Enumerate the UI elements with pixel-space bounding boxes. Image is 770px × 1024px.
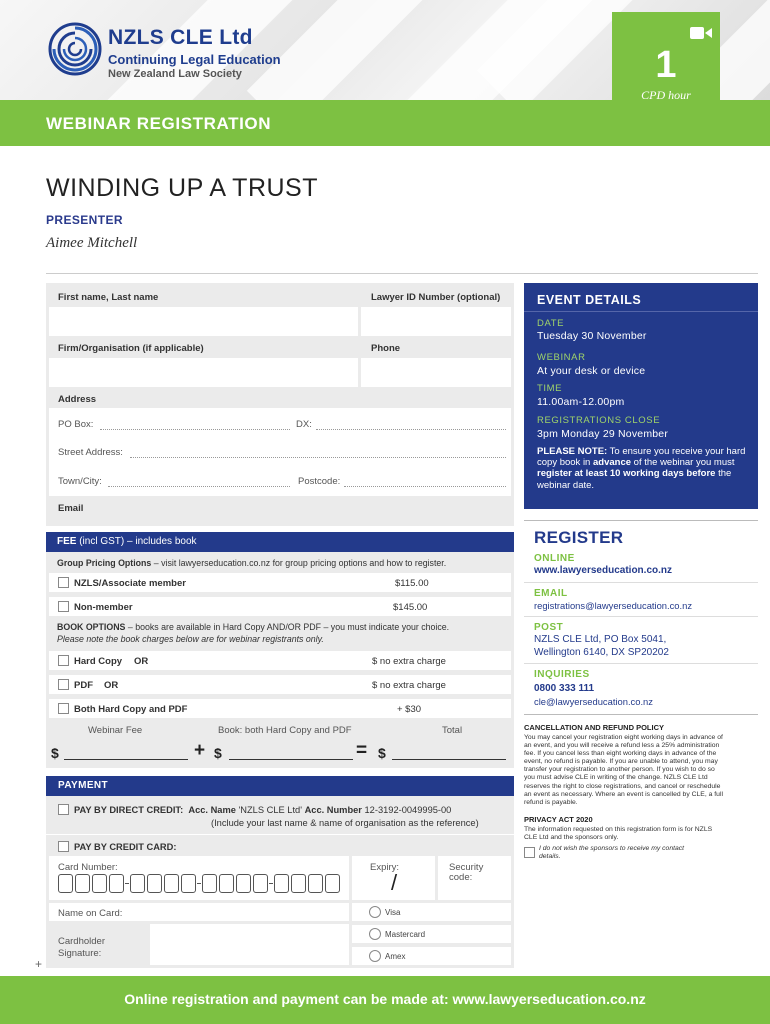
direct-credit-checkbox[interactable] (58, 804, 69, 815)
sponsor-optout-checkbox[interactable] (524, 847, 535, 858)
name-label: First name, Last name (58, 292, 159, 303)
register-post-line1: NZLS CLE Ltd, PO Box 5041, (534, 634, 667, 645)
postcode-line (344, 486, 506, 487)
name-field[interactable] (49, 307, 358, 336)
total-line[interactable] (392, 759, 506, 760)
register-divider (524, 663, 758, 664)
event-webinar-key: WEBINAR (537, 352, 586, 363)
register-online-link[interactable]: www.lawyerseducation.co.nz (534, 565, 672, 576)
card-number-label: Card Number: (58, 862, 118, 873)
event-time-value: 11.00am-12.00pm (537, 396, 625, 408)
signature-box[interactable] (150, 924, 349, 965)
both-checkbox[interactable] (58, 703, 69, 714)
band-title: WEBINAR REGISTRATION (46, 114, 272, 133)
logo-text (108, 26, 281, 80)
event-close-key: REGISTRATIONS CLOSE (537, 415, 661, 426)
nzls-logo-icon (48, 22, 102, 76)
card-digit-box[interactable] (109, 874, 124, 893)
register-email-link[interactable]: registrations@lawyerseducation.co.nz (534, 600, 693, 611)
video-camera-icon (690, 26, 712, 40)
credit-card-checkbox[interactable] (58, 841, 69, 852)
postcode-label: Postcode: (298, 476, 341, 487)
hardcopy-label: Hard Copy (74, 656, 123, 667)
cancel-policy-title: CANCELLATION AND REFUND POLICY (524, 723, 664, 732)
security-label-1: Security (449, 862, 484, 873)
presenter-label: PRESENTER (46, 213, 123, 227)
po-box-label: PO Box: (58, 419, 94, 430)
event-divider (524, 311, 758, 312)
pdf-price: $ no extra charge (372, 680, 446, 691)
footer-text: Online registration and payment can be made at: www.lawyerseducation.co.nz (124, 991, 646, 1007)
nonmember-label: Non-member (74, 602, 133, 613)
card-number-digits[interactable] (58, 874, 348, 894)
hardcopy-checkbox[interactable] (58, 655, 69, 666)
both-label: Both Hard Copy and PDF (74, 704, 188, 715)
mastercard-radio[interactable] (369, 928, 381, 940)
member-label: NZLS/Associate member (74, 578, 186, 589)
card-digit-box[interactable] (253, 874, 268, 893)
event-date-value: Tuesday 30 November (537, 330, 647, 342)
card-digit-box[interactable] (130, 874, 145, 893)
register-divider-bottom (524, 714, 758, 715)
book-fee-line[interactable] (229, 759, 353, 760)
equals-sign: = (356, 740, 368, 761)
fee-header-text: FEE (incl GST) – includes book (57, 536, 197, 547)
card-digit-box[interactable] (164, 874, 179, 893)
register-inquiries-key: INQUIRIES (534, 669, 590, 680)
privacy-text: The information requested on this registration form is for NZLS CLE Ltd and the sponsors only. (524, 826, 713, 842)
card-digit-box[interactable] (236, 874, 251, 893)
credit-card-label: PAY BY CREDIT CARD: (74, 842, 177, 852)
privacy-title: PRIVACY ACT 2020 (524, 815, 593, 824)
plus-sign: + (194, 740, 206, 761)
nonmember-price: $145.00 (393, 602, 428, 613)
cpd-label: CPD hour (641, 88, 691, 102)
event-date-key: DATE (537, 318, 565, 329)
register-phone[interactable]: 0800 333 111 (534, 683, 595, 694)
card-digit-box[interactable] (308, 874, 323, 893)
register-post-line2: Wellington 6140, DX SP20202 (534, 647, 669, 658)
payment-divider (46, 834, 514, 835)
register-email-key: EMAIL (534, 588, 568, 599)
lawyer-id-field[interactable] (361, 307, 511, 336)
firm-field[interactable] (49, 358, 358, 387)
register-inquiries-email[interactable]: cle@lawyerseducation.co.nz (534, 696, 653, 707)
event-close-value: 3pm Monday 29 November (537, 428, 669, 440)
book-dollar: $ (214, 745, 222, 761)
cpd-number: 1 (655, 44, 677, 86)
visa-radio[interactable] (369, 906, 381, 918)
register-divider (524, 582, 758, 583)
mastercard-label: Mastercard (385, 930, 426, 939)
pdf-checkbox[interactable] (58, 679, 69, 690)
member-checkbox[interactable] (58, 577, 69, 588)
card-digit-box[interactable] (274, 874, 289, 893)
register-post-key: POST (534, 622, 564, 633)
amex-label: Amex (385, 952, 406, 961)
register-online-key: ONLINE (534, 553, 575, 564)
card-digit-box[interactable] (202, 874, 217, 893)
webinar-fee-line[interactable] (64, 759, 188, 760)
crop-mark-icon: + (35, 957, 43, 971)
card-digit-box[interactable] (75, 874, 90, 893)
col-total: Total (442, 725, 463, 736)
name-on-card-label: Name on Card: (58, 908, 123, 919)
expiry-slash: / (391, 870, 398, 895)
cardholder-label-2: Signature: (58, 948, 102, 959)
email-label: Email (58, 503, 84, 514)
hardcopy-price: $ no extra charge (372, 656, 446, 667)
presenter-name: Aimee Mitchell (46, 235, 138, 251)
org-subtitle: Continuing Legal Education (108, 52, 281, 67)
visa-label: Visa (385, 908, 401, 917)
amex-radio[interactable] (369, 950, 381, 962)
card-digit-box[interactable] (181, 874, 196, 893)
group-pricing: Group Pricing Options – visit lawyerseducation.co.nz for group pricing options and how to register. (57, 558, 447, 568)
town-line (108, 486, 290, 487)
sponsor-optout-label: I do not wish the sponsors to receive my contact details. (539, 845, 685, 861)
register-title: REGISTER (534, 528, 624, 547)
address-label: Address (58, 394, 97, 405)
reference-note: (Include your last name & name of organisation as the reference) (211, 818, 479, 828)
expiry-label: Expiry: (370, 862, 400, 873)
register-divider-top (524, 520, 758, 521)
card-digit-box[interactable] (92, 874, 107, 893)
org-name: NZLS CLE Ltd (108, 26, 253, 49)
security-label-2: code: (449, 872, 473, 883)
payment-header (46, 776, 514, 796)
card-digit-box[interactable] (219, 874, 234, 893)
org-parent: New Zealand Law Society (108, 68, 242, 80)
event-time-key: TIME (537, 383, 563, 394)
event-details-title: EVENT DETAILS (537, 293, 642, 307)
pdf-or: OR (104, 680, 119, 691)
card-group-separator (269, 883, 273, 884)
phone-field[interactable] (361, 358, 511, 387)
member-price: $115.00 (395, 578, 429, 589)
col-webinar-fee: Webinar Fee (88, 725, 143, 736)
payment-header-text: PAYMENT (58, 780, 109, 791)
street-line (130, 457, 506, 458)
card-digit-box[interactable] (291, 874, 306, 893)
street-label: Street Address: (58, 447, 123, 458)
event-webinar-value: At your desk or device (537, 365, 646, 377)
hardcopy-or: OR (134, 656, 149, 667)
card-group-separator (125, 883, 129, 884)
lawyer-id-label: Lawyer ID Number (optional) (371, 292, 501, 303)
page-title: WINDING UP A TRUST (46, 174, 319, 202)
nonmember-checkbox[interactable] (58, 601, 69, 612)
card-digit-box[interactable] (58, 874, 73, 893)
dx-line (316, 429, 506, 430)
total-dollar: $ (378, 745, 386, 761)
card-digit-box[interactable] (147, 874, 162, 893)
card-group-separator (197, 883, 201, 884)
pdf-label: PDF (74, 680, 93, 691)
firm-label: Firm/Organisation (if applicable) (58, 343, 204, 354)
card-digit-box[interactable] (325, 874, 340, 893)
col-book: Book: both Hard Copy and PDF (218, 725, 352, 736)
town-label: Town/City: (58, 476, 102, 487)
dx-label: DX: (296, 419, 312, 430)
cardholder-label-1: Cardholder (58, 936, 105, 947)
divider (46, 273, 758, 274)
phone-label: Phone (371, 343, 401, 354)
both-price: + $30 (397, 704, 422, 715)
event-note: PLEASE NOTE: To ensure you receive your hard copy book in advance of the webinar you must register at least 10 working days before the webinar date. (537, 446, 746, 491)
register-divider (524, 616, 758, 617)
direct-credit-text: PAY BY DIRECT CREDIT: Acc. Name 'NZLS CLE Ltd' Acc. Number 12-3192-0049995-00 (74, 805, 452, 815)
book-options: BOOK OPTIONS – books are available in Hard Copy AND/OR PDF – you must indicate your choice. (57, 622, 450, 632)
book-note: Please note the book charges below are for webinar registrants only. (57, 634, 324, 644)
webinar-dollar: $ (51, 745, 59, 761)
po-box-line (100, 429, 290, 430)
cancel-policy-text: You may cancel your registration eight working days in advance of an event, and you will receive a refund less a 25% administration fee. If you cancel less than eight working days in advance of the event, no refund is payable. If you are unable to attend, you may transfer your registration to another person. If you wish to do so you must advise CLE in writing of the change. NZLS CLE Ltd reserves the right to close registrations, and cancel or reschedule an event as necessary. Where an event is cancelled by CLE, a full refund is payable. (524, 734, 723, 806)
